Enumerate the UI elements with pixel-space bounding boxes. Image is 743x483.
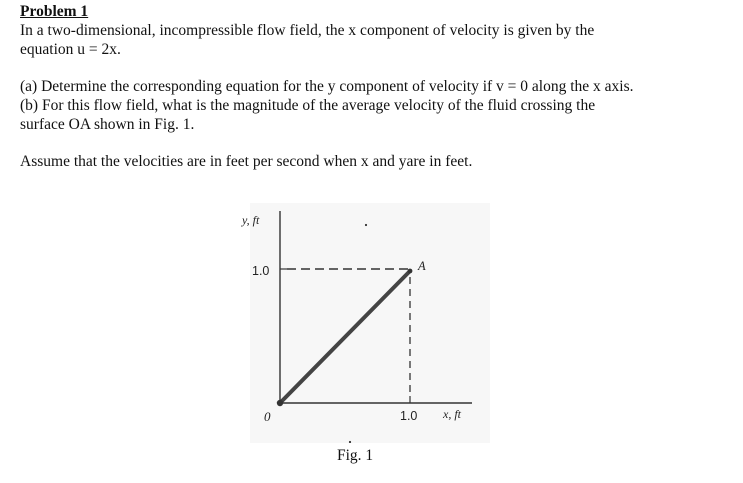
x-tick-label: 1.0 [400, 409, 418, 423]
stray-mark-bottom [349, 441, 351, 443]
y-axis-label: y, ft [242, 213, 260, 227]
origin-label: 0 [264, 409, 271, 424]
assumption: Assume that the velocities are in feet per second when x and yare in feet. [20, 153, 473, 170]
x-axis-label: x, ft [443, 407, 461, 421]
figure-caption: Fig. 1 [337, 447, 374, 464]
figure-1 [230, 203, 490, 443]
problem-title: Problem 1 [20, 3, 89, 20]
point-a [408, 269, 413, 274]
point-a-label: A [418, 259, 426, 273]
y-tick-label: 1.0 [252, 264, 270, 278]
problem-text [20, 2, 698, 171]
origin-point [277, 400, 283, 406]
part-b-line-2: surface OA shown in Fig. 1. [20, 116, 195, 133]
intro-line-2: equation u = 2x. [20, 41, 121, 58]
part-b-line-1: (b) For this flow field, what is the magnitude of the average velocity of the fluid crossing the [20, 97, 596, 114]
intro-line-1: In a two-dimensional, incompressible flow field, the x component of velocity is given by the [20, 22, 595, 39]
part-a: (a) Determine the corresponding equation for the y component of velocity if v = 0 along the x axis. [20, 78, 634, 95]
stray-mark [365, 224, 367, 226]
